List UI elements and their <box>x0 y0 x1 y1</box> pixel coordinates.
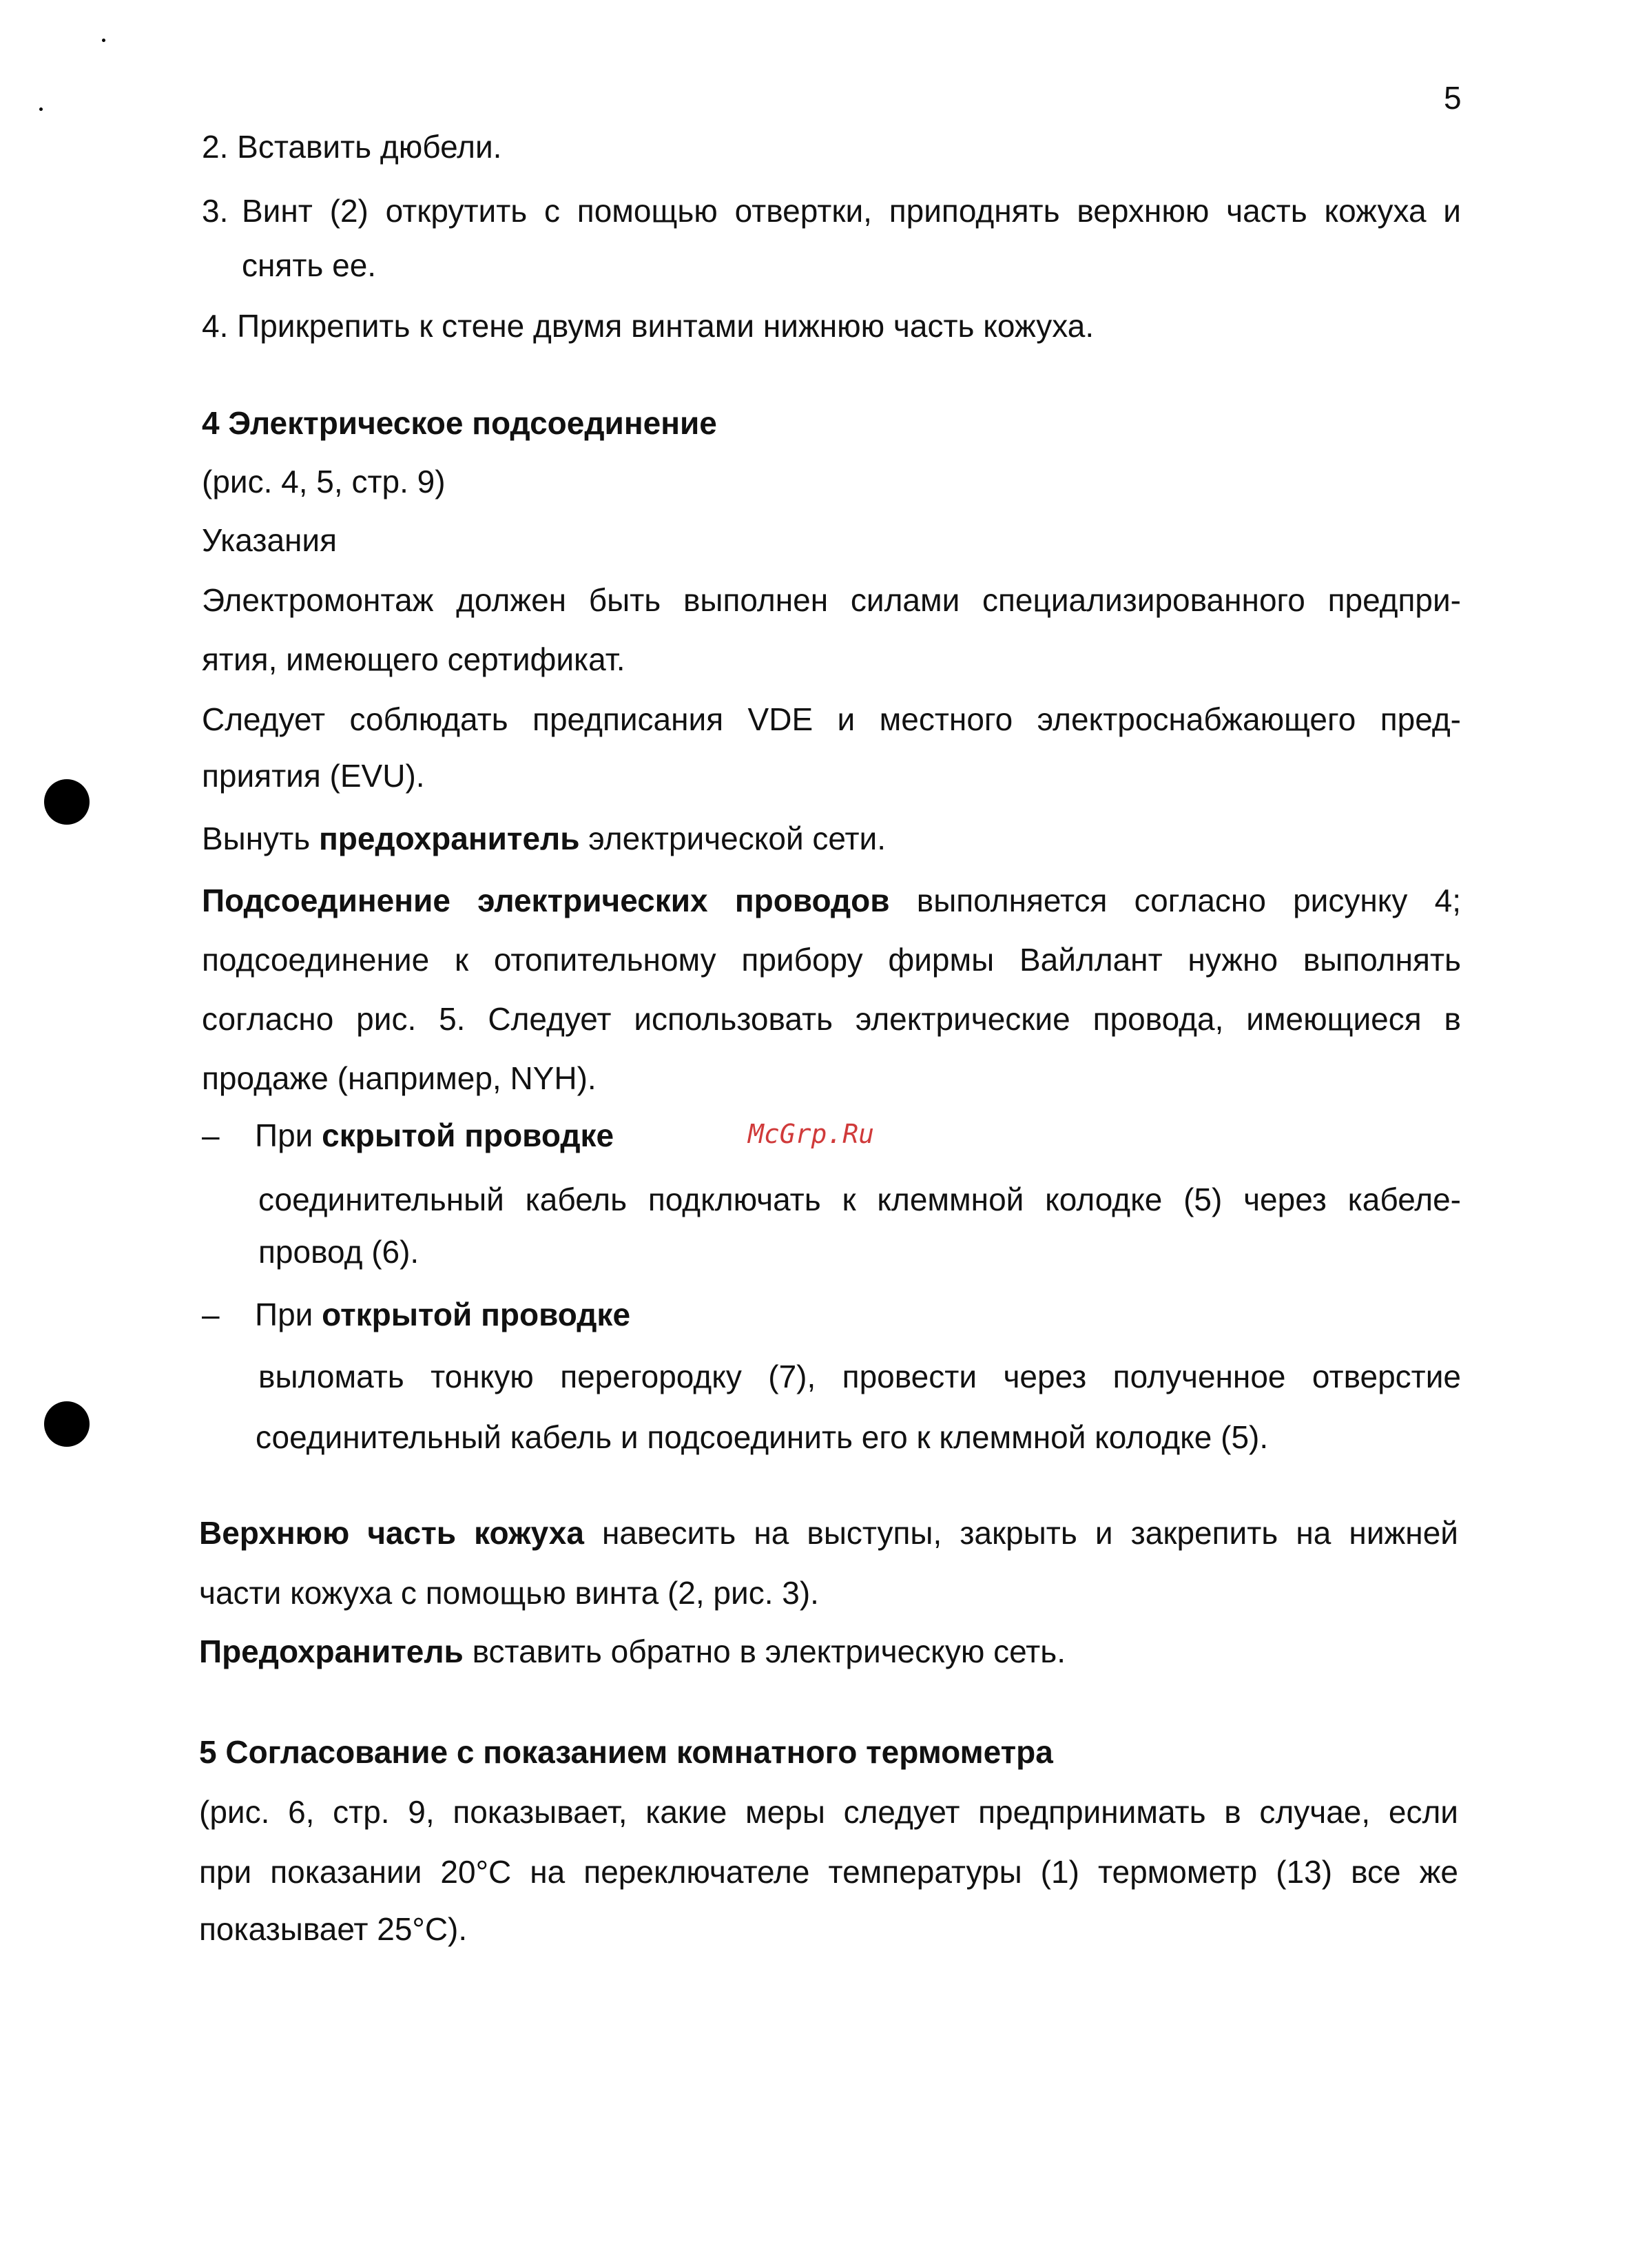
open-wiring-term: открытой проводке <box>322 1297 631 1332</box>
scan-speck <box>39 107 43 111</box>
fuse-term: предохранитель <box>318 821 580 856</box>
step-4 <box>202 307 1094 345</box>
notes-label: Указания <box>202 522 338 558</box>
bullet-1-dash: – <box>202 1117 220 1153</box>
step-3-line2: снять ее. <box>242 247 377 283</box>
step-text: Вставить дюбели. <box>237 129 502 165</box>
page-number: 5 <box>1444 80 1462 116</box>
para-1-line2: ятия, имеющего сертификат. <box>202 641 625 677</box>
para-5-line2: части кожуха с помощью винта (2, рис. 3). <box>199 1575 819 1611</box>
bullet-1-line2: провод (6). <box>258 1234 419 1270</box>
watermark: McGrp.Ru <box>748 1119 875 1149</box>
para-4-line1: Подсоединение электрических проводов выполняется согласно рисунку 4; <box>202 883 1461 918</box>
punch-hole-upper <box>44 779 90 825</box>
step-2 <box>202 127 501 166</box>
wiring-term: Подсоединение электрических проводов <box>202 883 890 918</box>
step-3-line1: Винт (2) открутить с помощью отвертки, приподнять верхнюю часть кожуха и <box>242 193 1461 229</box>
step-text: Прикрепить к стене двумя винтами нижнюю часть кожуха. <box>237 308 1095 344</box>
section-5-line1: (рис. 6, стр. 9, показывает, какие меры следует предпринимать в случае, если <box>199 1794 1458 1830</box>
section-4-heading: 4 Электрическое подсоединение <box>202 405 717 441</box>
punch-hole-lower <box>44 1401 90 1447</box>
para-4-line4: продаже (например, NYH). <box>202 1060 597 1096</box>
bullet-2-line2: соединительный кабель и подсоединить его к клеммной колодке (5). <box>256 1419 1269 1455</box>
section-4-figref: (рис. 4, 5, стр. 9) <box>202 464 446 499</box>
scan-speck <box>102 39 105 42</box>
bullet-2-dash: – <box>202 1297 220 1332</box>
bullet-1-line1: соединительный кабель подключать к клеммной колодке (5) через кабеле- <box>258 1182 1461 1217</box>
hidden-wiring-term: скрытой проводке <box>322 1117 614 1153</box>
step-number: 2. <box>202 129 229 165</box>
para-4-line3: согласно рис. 5. Следует использовать электрические провода, имеющиеся в <box>202 1001 1461 1037</box>
section-5-line3: показывает 25°C). <box>199 1911 468 1947</box>
para-2-line2: приятия (EVU). <box>202 758 425 794</box>
cover-term: Верхнюю часть кожуха <box>199 1515 584 1551</box>
fuse-term-2: Предохранитель <box>199 1633 464 1669</box>
step-number: 4. <box>202 308 229 344</box>
para-6: Предохранитель вставить обратно в электрическую сеть. <box>199 1633 1066 1669</box>
bullet-1-title: При скрытой проводке <box>255 1117 614 1153</box>
bullet-2-line1: выломать тонкую перегородку (7), провести через полученное отверстие <box>258 1359 1461 1394</box>
para-1-line1: Электромонтаж должен быть выполнен силами специализированного предпри- <box>202 582 1461 618</box>
para-4-line2: подсоединение к отопительному прибору фирмы Вайллант нужно выполнять <box>202 942 1461 978</box>
para-3: Вынуть предохранитель электрической сети. <box>202 821 887 856</box>
step-3-number: 3. <box>202 193 229 229</box>
section-5-line2: при показании 20°C на переключателе температуры (1) термометр (13) все же <box>199 1854 1458 1890</box>
para-2-line1: Следует соблюдать предписания VDE и местного электроснабжающего пред- <box>202 701 1461 737</box>
section-5-heading: 5 Согласование с показанием комнатного термометра <box>199 1734 1053 1770</box>
para-5-line1: Верхнюю часть кожуха навесить на выступы, закрыть и закрепить на нижней <box>199 1515 1458 1551</box>
bullet-2-title: При открытой проводке <box>255 1297 631 1332</box>
